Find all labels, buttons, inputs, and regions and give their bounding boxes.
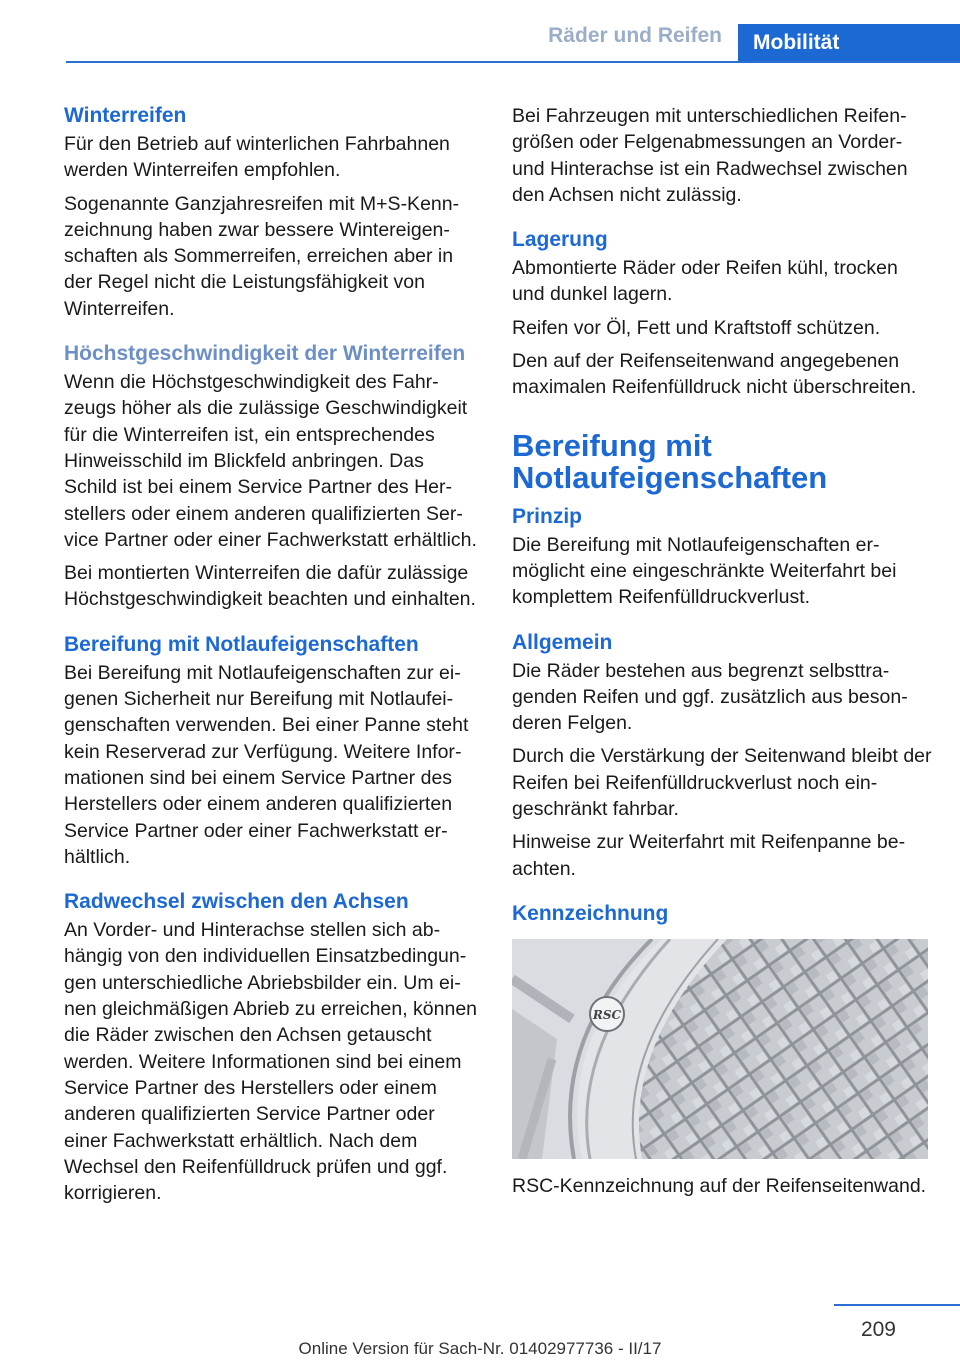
page-number: 209: [860, 1318, 896, 1341]
online-version-note: Online Version für Sach-Nr. 01402977736 - II/17: [298, 1339, 662, 1358]
footer-rule: [834, 1304, 960, 1306]
paragraph: Durch die Verstärkung der Seitenwand bleibt der Reifen bei Reifenfülldruckverlust noch eingeschränkt fahrbar.: [512, 745, 932, 821]
paragraph: Abmontierte Räder oder Reifen kühl, trocken und dunkel lagern.: [512, 257, 898, 306]
heading-storage: Lagerung: [512, 228, 608, 252]
active-chapter-tab: Mobilität: [738, 24, 960, 62]
paragraph: Hinweise zur Weiterfahrt mit Reifenpanne beachten.: [512, 831, 906, 880]
section-tab: Räder und Reifen: [548, 24, 722, 47]
paragraph: Den auf der Reifenseitenwand angegebenen maximalen Reifenfülldruck nicht überschreiten.: [512, 350, 917, 399]
section-title-runflat: Bereifung mit Notlaufeigenschaften: [512, 427, 828, 495]
paragraph: Für den Betrieb auf winterlichen Fahrbahnen werden Winterreifen empfohlen.: [64, 133, 450, 182]
paragraph: An Vorder- und Hinterachse stellen sich abhängig von den individuellen Einsatzbedingungen unterschiedliche Abriebsbilder ein. Um einen gleichmäßigen Abrieb zu erreichen, können die Räder zwischen den Achsen getauscht werden. Weitere Informationen sind bei einem Service Partner des Herstellers oder einem anderen qualifizierten Service Partner oder einer Fachwerkstatt erhältlich. Nach dem Wechsel den Reifenfülldruck prüfen und ggf. korrigieren.: [64, 919, 478, 1205]
paragraph: Die Räder bestehen aus begrenzt selbsttragenden Reifen und ggf. zusätzlich aus besonderen Felgen.: [512, 659, 908, 735]
paragraph: Sogenannte Ganzjahresreifen mit M+S-Kennzeichnung haben zwar bessere Wintereigenschaften als Sommerreifen, erreichen aber in der Regel nicht die Leistungsfähigkeit von Winterreifen.: [64, 192, 460, 320]
heading-runflat-tires: Bereifung mit Notlaufeigenschaften: [64, 632, 419, 656]
rsc-tire-marking-image: [512, 939, 928, 1159]
heading-general: Allgemein: [512, 630, 613, 654]
figure-caption: RSC-Kennzeichnung auf der Reifenseitenwand.: [512, 1174, 927, 1197]
heading-max-speed: Höchstgeschwindigkeit der Winterreifen: [64, 342, 466, 366]
heading-wheel-swap: Radwechsel zwischen den Achsen: [64, 890, 409, 914]
right-column: [512, 103, 932, 1206]
paragraph: Bei Fahrzeugen mit unterschiedlichen Reifengrößen oder Felgenabmessungen an Vorder- und Hinterachse ist ein Radwechsel zwischen den Achsen nicht zulässig.: [512, 105, 908, 206]
rsc-logo: RSC: [592, 1007, 622, 1022]
heading-marking: Kennzeichnung: [512, 901, 669, 925]
left-column: [64, 103, 482, 1213]
paragraph: Reifen vor Öl, Fett und Kraftstoff schützen.: [512, 316, 881, 339]
page-header: [0, 0, 960, 62]
heading-winter-tires: Winterreifen: [64, 104, 187, 127]
heading-principle: Prinzip: [512, 504, 583, 528]
paragraph: Die Bereifung mit Notlaufeigenschaften ermöglicht eine eingeschränkte Weiterfahrt bei komplettem Reifenfülldruckverlust.: [512, 533, 897, 609]
paragraph: Bei Bereifung mit Notlaufeigenschaften zur eigenen Sicherheit nur Bereifung mit Notlaufeigenschaften verwenden. Bei einer Panne steht kein Reserverad zur Verfügung. Weitere Informationen sind bei einem Service Partner des Herstellers oder einem anderen qualifizierten Service Partner oder einer Fachwerkstatt erhältlich.: [64, 661, 469, 868]
paragraph: Wenn die Höchstgeschwindigkeit des Fahrzeugs höher als die zulässige Geschwindigkeit für die Winterreifen ist, ein entsprechendes Hinweisschild im Blickfeld anbringen. Das Schild ist bei einem Service Partner des Herstellers oder einem anderen qualifizierten Service Partner oder einer Fachwerkstatt erhältlich.: [64, 371, 477, 551]
paragraph: Bei montierten Winterreifen die dafür zulässige Höchstgeschwindigkeit beachten und einhalten.: [64, 562, 476, 611]
header-rule: [66, 61, 960, 63]
